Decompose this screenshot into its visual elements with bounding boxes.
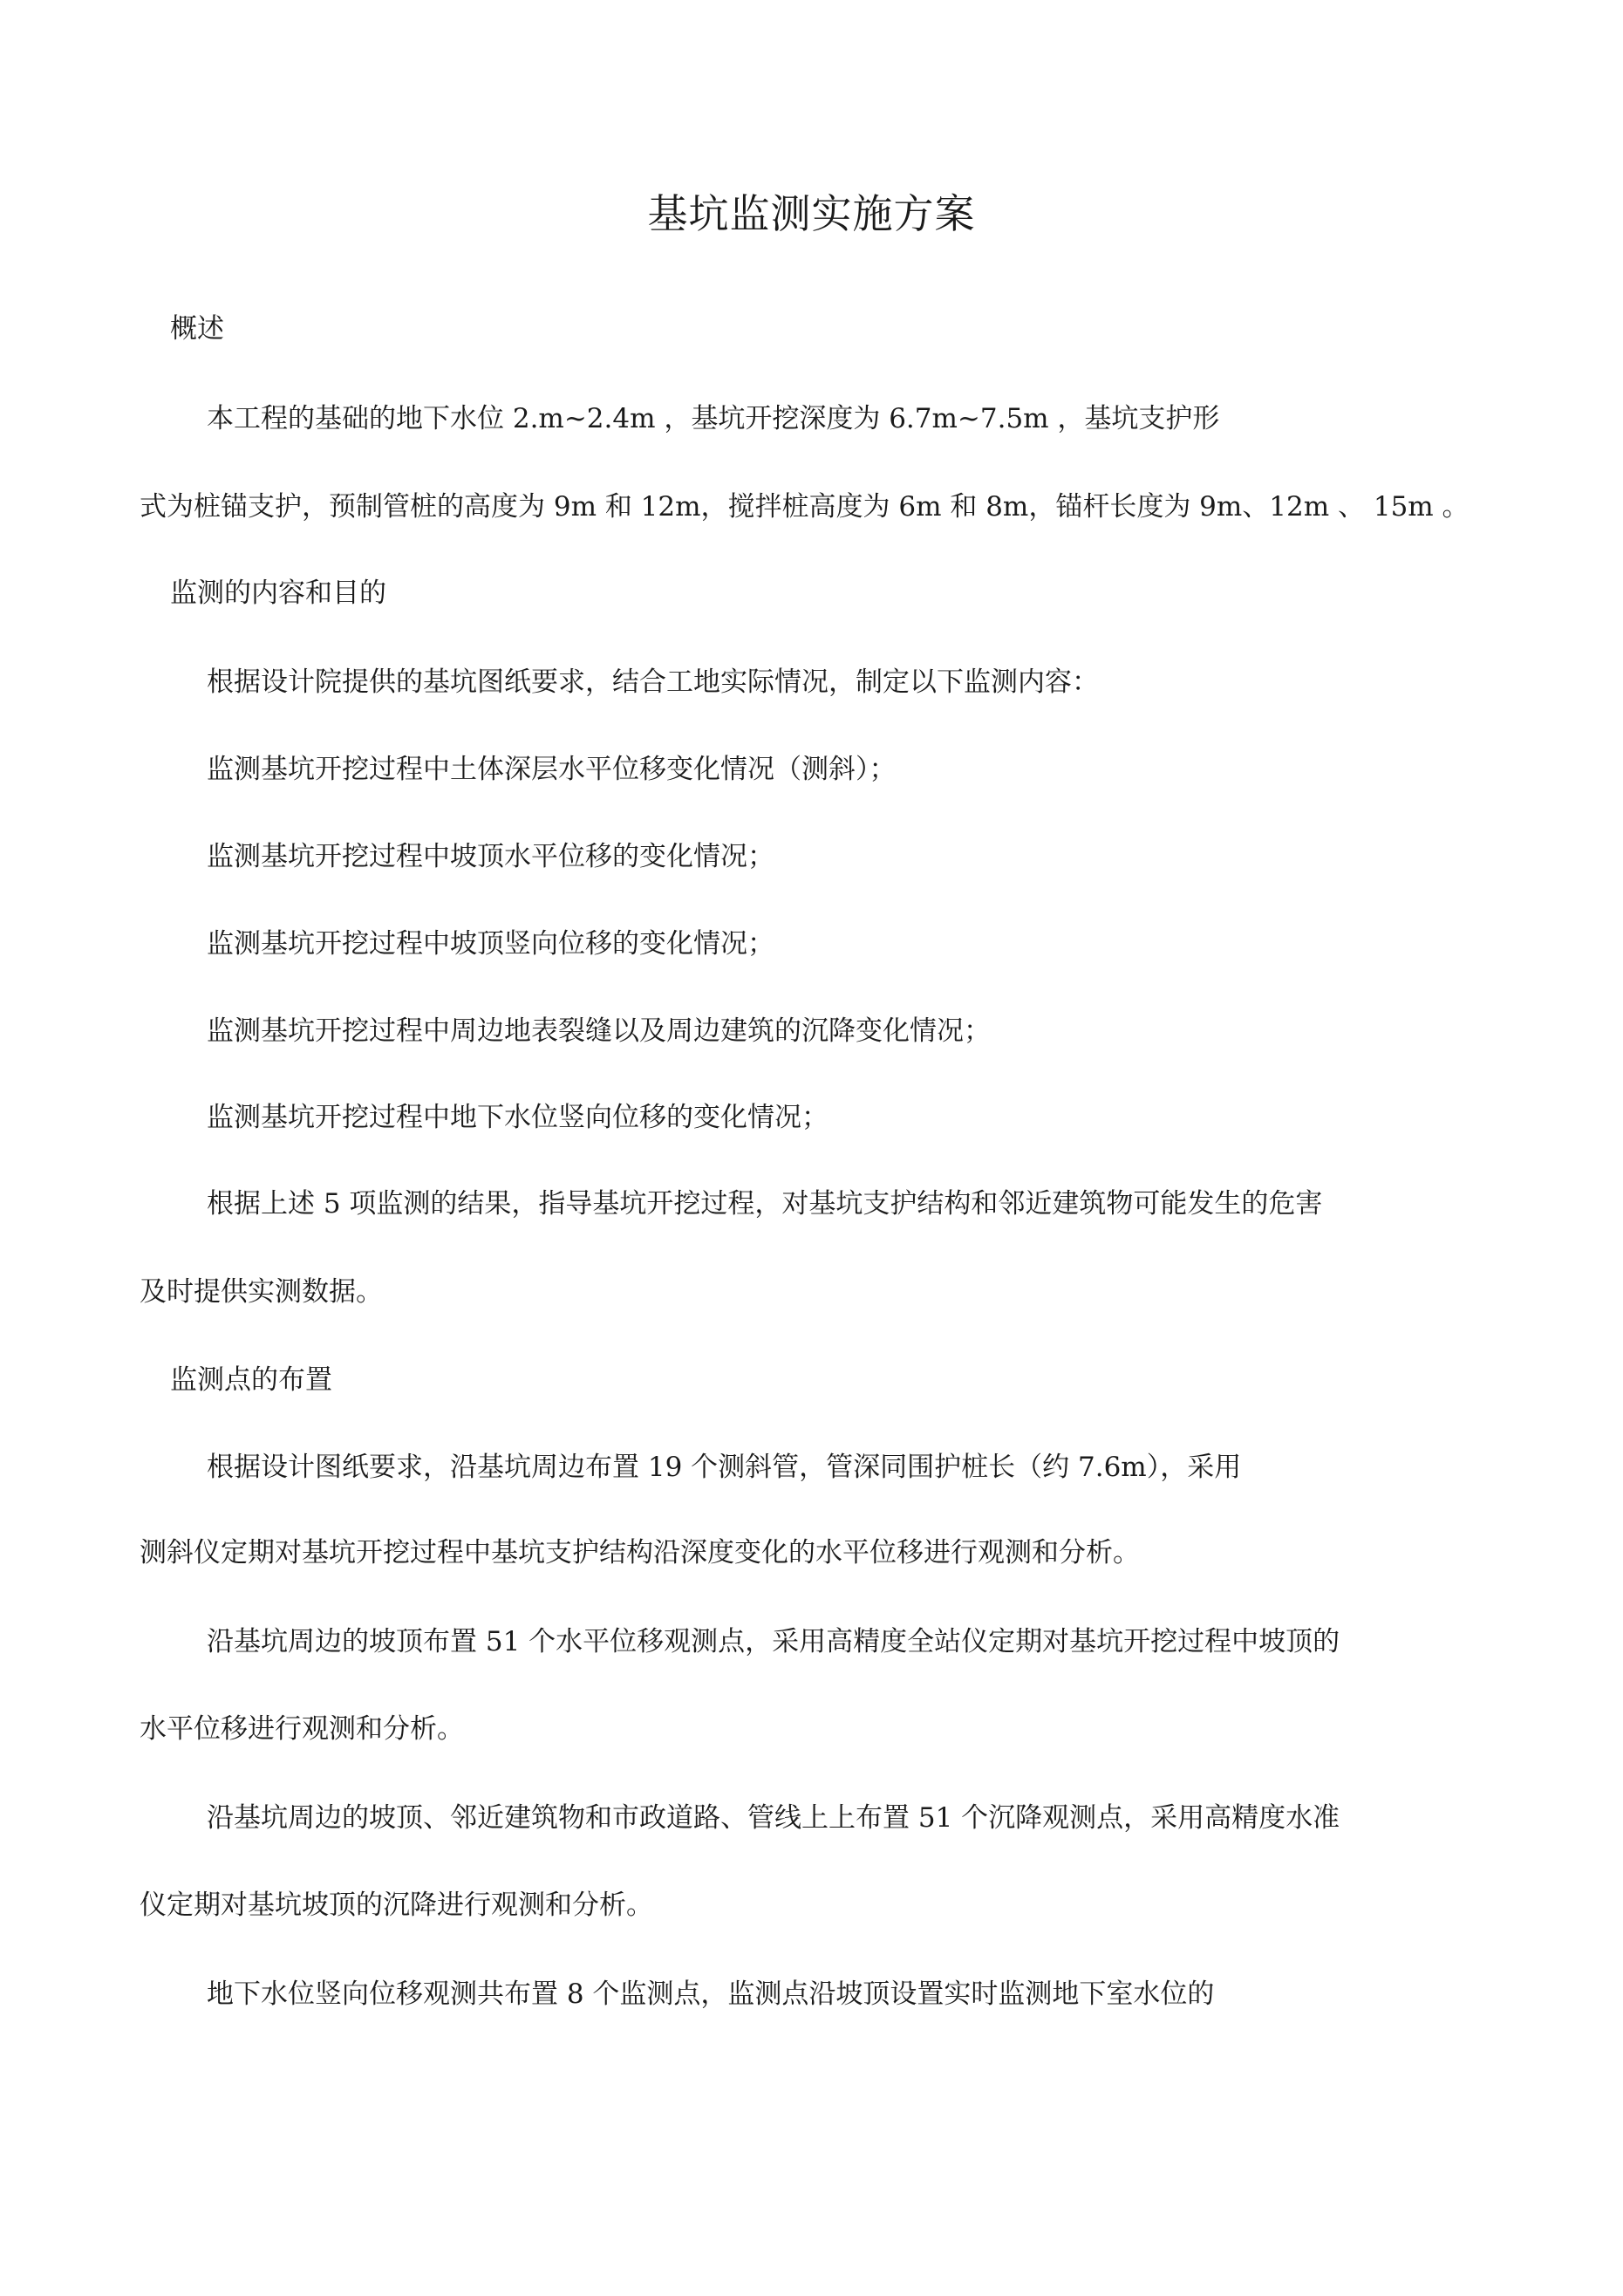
list-item: 监测基坑开挖过程中土体深层水平位移变化情况（测斜）； [207, 754, 897, 785]
paragraph-line: 地下水位竖向位移观测共布置 8 个监测点，监测点沿坡顶设置实时监测地下室水位的 [207, 1978, 1215, 2010]
section-heading-content-purpose: 监测的内容和目的 [170, 577, 386, 609]
paragraph-line: 根据设计图纸要求，沿基坑周边布置 19 个测斜管，管深同围护桩长（约 7.6m），采用 [207, 1452, 1242, 1483]
paragraph-line: 本工程的基础的地下水位 2.m~2.4m ，基坑开挖深度为 6.7m~7.5m ，基坑支护形 [207, 403, 1220, 434]
paragraph-line: 根据上述 5 项监测的结果，指导基坑开挖过程，对基坑支护结构和邻近建筑物可能发生的危害 [207, 1188, 1323, 1220]
document-title: 基坑监测实施方案 [647, 190, 976, 237]
paragraph-line: 根据设计院提供的基坑图纸要求，结合工地实际情况，制定以下监测内容： [207, 666, 1099, 698]
paragraph-line: 式为桩锚支护，预制管桩的高度为 9m 和 12m，搅拌桩高度为 6m 和 8m，锚杆长度为 9m、12m 、 15m 。 [140, 491, 1470, 523]
paragraph-line: 沿基坑周边的坡顶、邻近建筑物和市政道路、管线上上布置 51 个沉降观测点，采用高精度水准 [207, 1802, 1340, 1834]
list-item: 监测基坑开挖过程中坡顶竖向位移的变化情况； [207, 928, 774, 960]
paragraph-line: 水平位移进行观测和分析。 [140, 1713, 464, 1745]
paragraph-line: 及时提供实测数据。 [140, 1276, 383, 1308]
section-heading-point-layout: 监测点的布置 [170, 1364, 332, 1396]
list-item: 监测基坑开挖过程中地下水位竖向位移的变化情况； [207, 1102, 829, 1133]
paragraph-line: 沿基坑周边的坡顶布置 51 个水平位移观测点，采用高精度全站仪定期对基坑开挖过程中坡顶的 [207, 1626, 1340, 1657]
list-item: 监测基坑开挖过程中坡顶水平位移的变化情况； [207, 841, 774, 872]
paragraph-line: 测斜仪定期对基坑开挖过程中基坑支护结构沿深度变化的水平位移进行观测和分析。 [140, 1537, 1140, 1568]
section-heading-overview: 概述 [170, 313, 224, 345]
list-item: 监测基坑开挖过程中周边地表裂缝以及周边建筑的沉降变化情况； [207, 1015, 991, 1047]
paragraph-line: 仪定期对基坑坡顶的沉降进行观测和分析。 [140, 1889, 653, 1921]
